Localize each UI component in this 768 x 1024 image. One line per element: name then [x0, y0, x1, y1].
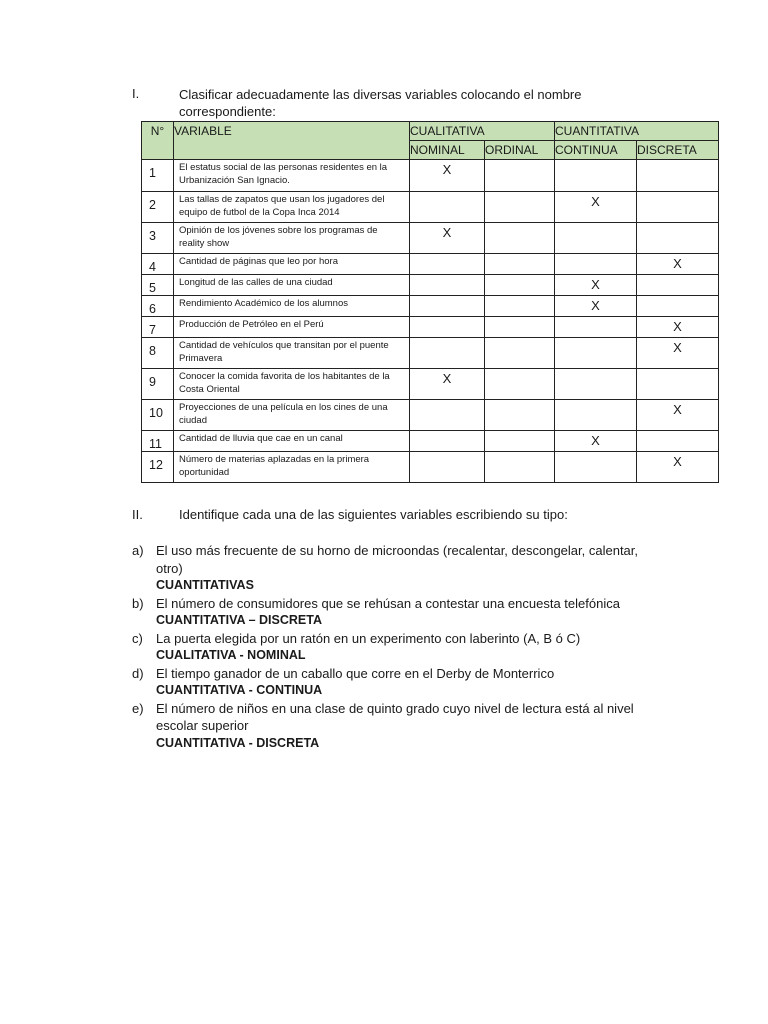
row-discreta-mark: X: [637, 400, 719, 431]
row-continua-mark: X: [555, 431, 637, 452]
item-label: e): [132, 700, 144, 716]
row-continua-mark: X: [555, 192, 637, 223]
row-ordinal-mark: [485, 452, 555, 483]
row-number: 3: [142, 223, 174, 254]
row-variable: Cantidad de vehículos que transitan por el puente Primavera: [174, 338, 410, 369]
row-ordinal-mark: [485, 317, 555, 338]
row-variable: Rendimiento Académico de los alumnos: [174, 296, 410, 317]
row-nominal-mark: [410, 431, 485, 452]
list-item: [132, 700, 652, 753]
table-row: [142, 275, 719, 296]
list-item: [132, 595, 652, 630]
row-ordinal-mark: [485, 431, 555, 452]
row-discreta-mark: [637, 160, 719, 192]
row-discreta-mark: X: [637, 317, 719, 338]
header-num: N°: [142, 122, 174, 160]
table-row: [142, 338, 719, 369]
header-cuantitativa: CUANTITATIVA: [555, 122, 719, 141]
row-nominal-mark: [410, 452, 485, 483]
item-question: La puerta elegida por un ratón en un experimento con laberinto (A, B ó C): [156, 630, 581, 646]
row-ordinal-mark: [485, 223, 555, 254]
row-nominal-mark: [410, 275, 485, 296]
item-label: b): [132, 595, 144, 611]
row-variable: Producción de Petróleo en el Perú: [174, 317, 410, 338]
row-nominal-mark: [410, 254, 485, 275]
header-continua: CONTINUA: [555, 141, 637, 160]
item-answer: CUALITATIVA - NOMINAL: [156, 648, 306, 662]
row-discreta-mark: X: [637, 338, 719, 369]
section-1-instruction: Clasificar adecuadamente las diversas variables colocando el nombre correspondiente:: [179, 87, 582, 119]
row-nominal-mark: [410, 192, 485, 223]
row-ordinal-mark: [485, 254, 555, 275]
item-question: El tiempo ganador de un caballo que corre en el Derby de Monterrico: [156, 665, 555, 681]
row-ordinal-mark: [485, 275, 555, 296]
header-variable: VARIABLE: [174, 122, 410, 160]
row-variable: Las tallas de zapatos que usan los jugadores del equipo de futbol de la Copa Inca 2014: [174, 192, 410, 223]
table-row: [142, 431, 719, 452]
row-continua-mark: X: [555, 275, 637, 296]
row-continua-mark: [555, 223, 637, 254]
section-2-numeral: II.: [132, 507, 143, 522]
row-continua-mark: [555, 338, 637, 369]
row-nominal-mark: [410, 400, 485, 431]
row-number: 4: [142, 254, 174, 275]
row-ordinal-mark: [485, 369, 555, 400]
table-row: [142, 452, 719, 483]
table-row: [142, 192, 719, 223]
header-cualitativa: CUALITATIVA: [410, 122, 555, 141]
row-nominal-mark: X: [410, 223, 485, 254]
header-discreta: DISCRETA: [637, 141, 719, 160]
row-continua-mark: X: [555, 296, 637, 317]
row-number: 6: [142, 296, 174, 317]
row-continua-mark: [555, 160, 637, 192]
item-answer: CUANTITATIVAS: [156, 578, 254, 592]
header-nominal: NOMINAL: [410, 141, 485, 160]
item-label: c): [132, 630, 143, 646]
row-variable: El estatus social de las personas residentes en la Urbanización San Ignacio.: [174, 160, 410, 192]
table-row: [142, 254, 719, 275]
row-discreta-mark: [637, 296, 719, 317]
row-number: 5: [142, 275, 174, 296]
row-number: 2: [142, 192, 174, 223]
row-variable: Proyecciones de una película en los cines de una ciudad: [174, 400, 410, 431]
table-row: [142, 223, 719, 254]
row-variable: Longitud de las calles de una ciudad: [174, 275, 410, 296]
row-ordinal-mark: [485, 160, 555, 192]
row-nominal-mark: X: [410, 369, 485, 400]
row-ordinal-mark: [485, 192, 555, 223]
row-nominal-mark: X: [410, 160, 485, 192]
row-number: 12: [142, 452, 174, 483]
row-nominal-mark: [410, 296, 485, 317]
row-discreta-mark: [637, 369, 719, 400]
row-continua-mark: [555, 452, 637, 483]
row-nominal-mark: [410, 338, 485, 369]
row-discreta-mark: [637, 431, 719, 452]
row-continua-mark: [555, 400, 637, 431]
row-discreta-mark: [637, 223, 719, 254]
row-nominal-mark: [410, 317, 485, 338]
header-ordinal: ORDINAL: [485, 141, 555, 160]
row-variable: Número de materias aplazadas en la primera oportunidad: [174, 452, 410, 483]
question-list: [132, 542, 652, 752]
row-continua-mark: [555, 369, 637, 400]
item-label: a): [132, 543, 144, 558]
table-row: [142, 296, 719, 317]
row-variable: Cantidad de lluvia que cae en un canal: [174, 431, 410, 452]
row-ordinal-mark: [485, 400, 555, 431]
table-row: [142, 160, 719, 192]
row-variable: Conocer la comida favorita de los habitantes de la Costa Oriental: [174, 369, 410, 400]
item-answer: CUANTITATIVA - CONTINUA: [156, 683, 323, 697]
item-question: El uso más frecuente de su horno de microondas (recalentar, descongelar, calentar, otro): [156, 543, 639, 576]
table-row: [142, 317, 719, 338]
row-continua-mark: [555, 317, 637, 338]
row-number: 11: [142, 431, 174, 452]
table-row: [142, 369, 719, 400]
row-ordinal-mark: [485, 296, 555, 317]
list-item: [132, 542, 652, 595]
row-continua-mark: [555, 254, 637, 275]
row-variable: Cantidad de páginas que leo por hora: [174, 254, 410, 275]
list-item: [132, 630, 652, 665]
row-variable: Opinión de los jóvenes sobre los programas de reality show: [174, 223, 410, 254]
section-2-instruction: Identifique cada una de las siguientes variables escribiendo su tipo:: [179, 507, 568, 522]
row-number: 1: [142, 160, 174, 192]
item-question: El número de consumidores que se rehúsan a contestar una encuesta telefónica: [156, 595, 620, 611]
item-question: El número de niños en una clase de quinto grado cuyo nivel de lectura está al nivel escolar superior: [156, 700, 634, 733]
item-answer: CUANTITATIVA - DISCRETA: [156, 735, 320, 750]
row-number: 7: [142, 317, 174, 338]
row-discreta-mark: [637, 192, 719, 223]
section-1-numeral: I.: [132, 86, 140, 101]
classification-table: [141, 121, 719, 483]
row-ordinal-mark: [485, 338, 555, 369]
table-header-row-1: [142, 122, 719, 141]
item-label: d): [132, 665, 144, 681]
row-discreta-mark: X: [637, 254, 719, 275]
row-discreta-mark: X: [637, 452, 719, 483]
table-row: [142, 400, 719, 431]
row-discreta-mark: [637, 275, 719, 296]
row-number: 8: [142, 338, 174, 369]
row-number: 9: [142, 369, 174, 400]
list-item: [132, 665, 652, 700]
row-number: 10: [142, 400, 174, 431]
item-answer: CUANTITATIVA – DISCRETA: [156, 613, 322, 627]
